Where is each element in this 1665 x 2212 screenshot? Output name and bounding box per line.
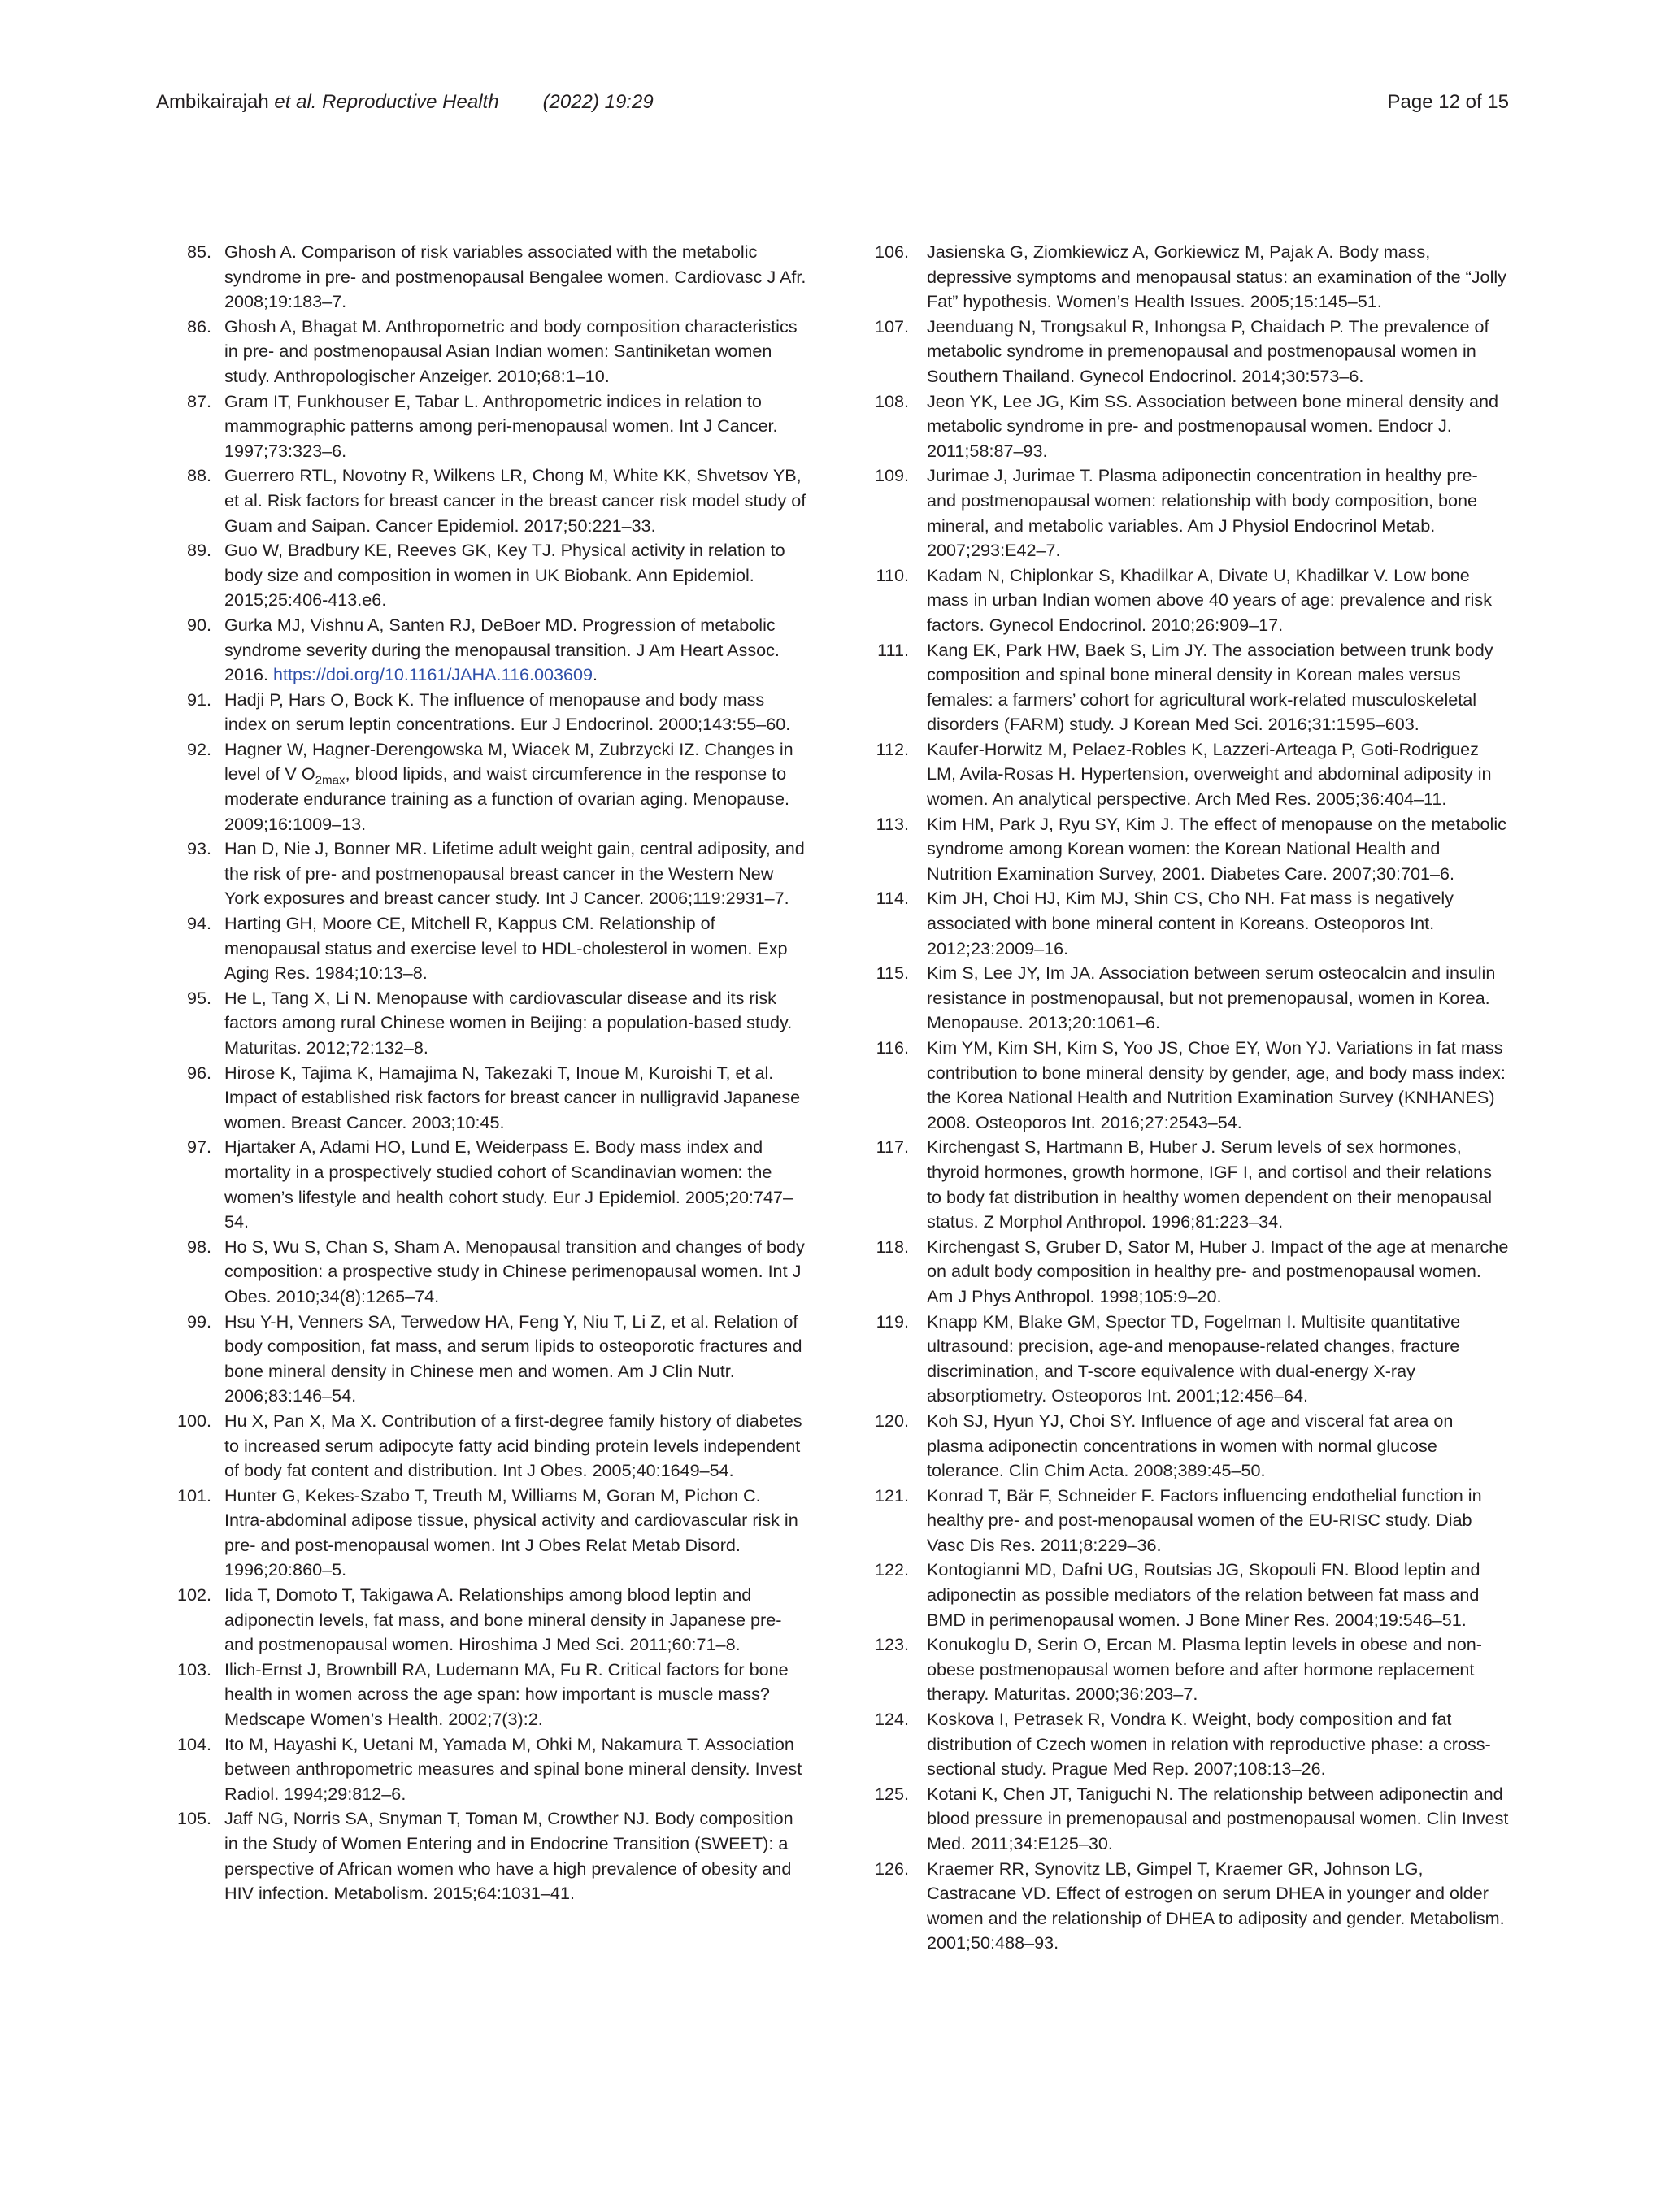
reference-text: Kim S, Lee JY, Im JA. Association between serum osteocalcin and insulin resistance in postmenopausal, but not premenopausal, women in Korea. Menopause. 2013;20:1061–6.	[927, 963, 1496, 1033]
reference-item	[859, 1135, 1509, 1234]
running-header	[156, 86, 1509, 119]
reference-item	[156, 1484, 806, 1583]
reference-item	[859, 315, 1509, 389]
reference-item	[156, 1732, 806, 1807]
reference-item	[859, 886, 1509, 961]
reference-item	[156, 240, 806, 315]
reference-number: 92.	[186, 738, 211, 759]
reference-item	[859, 463, 1509, 563]
reference-number: 118.	[876, 1236, 909, 1257]
reference-text: Hsu Y-H, Venners SA, Terwedow HA, Feng Y, Niu T, Li Z, et al. Relation of body composition, fat mass, and serum lipids to osteoporotic fractures and bone mineral density in Chinese men and women. Am J Clin Nutr. 2006;83:146–54.	[224, 1310, 802, 1406]
reference-number: 96.	[186, 1062, 211, 1083]
reference-number: 91.	[186, 689, 211, 710]
subscript: 2max	[315, 773, 346, 788]
reference-item	[156, 538, 806, 613]
reference-text: Jaff NG, Norris SA, Snyman T, Toman M, Crowther NJ. Body composition in the Study of Women Entering and in Endocrine Transition (SWEET): a perspective of African women who have a high prevalence of obesity and HIV infection. Metabolism. 2015;64:1031–41.	[224, 1808, 793, 1904]
reference-text: Guerrero RTL, Novotny R, Wilkens LR, Chong M, White KK, Shvetsov YB, et al. Risk factors for breast cancer in the breast cancer risk model study of Guam and Saipan. Cancer Epidemiol. 2017;50:221–33.	[224, 465, 806, 536]
reference-item	[156, 1409, 806, 1484]
reference-number: 100.	[176, 1410, 211, 1431]
reference-text: Ito M, Hayashi K, Uetani M, Yamada M, Ohki M, Nakamura T. Association between anthropometric measures and spinal bone mineral density. Invest Radiol. 1994;29:812–6.	[224, 1733, 802, 1804]
reference-text: Kim HM, Park J, Ryu SY, Kim J. The effect of menopause on the metabolic syndrome among Korean women: the Korean National Health and Nutrition Examination Survey, 2001. Diabetes Care. 2007;30:701–6.	[927, 813, 1506, 884]
reference-item	[859, 1235, 1509, 1310]
reference-text: Kang EK, Park HW, Baek S, Lim JY. The association between trunk body composition and spinal bone mineral density in Korean males versus females: a farmers’ cohort for agricultural work-related musculoskeletal disorders (FARM) study. J Korean Med Sci. 2016;31:1595–603.	[927, 639, 1493, 735]
reference-text: Kotani K, Chen JT, Taniguchi N. The relationship between adiponectin and blood pressure in premenopausal and postmenopausal women. Clin Invest Med. 2011;34:E125–30.	[927, 1783, 1509, 1853]
reference-text: Jurimae J, Jurimae T. Plasma adiponectin concentration in healthy pre- and postmenopausal women: relationship with body composition, bone mineral, and metabolic variables. Am J Physiol Endocrinol Metab. 2007;293:E42–7.	[927, 465, 1478, 561]
reference-number: 111.	[877, 639, 909, 660]
reference-item	[859, 737, 1509, 812]
reference-text: Jeon YK, Lee JG, Kim SS. Association between bone mineral density and metabolic syndrome in pre- and postmenopausal women. Endocr J. 2011;58:87–93.	[927, 390, 1499, 461]
reference-item	[859, 1707, 1509, 1782]
reference-item	[156, 737, 806, 837]
reference-number: 102.	[176, 1584, 211, 1606]
reference-column-right	[859, 240, 1509, 1956]
reference-item	[859, 1484, 1509, 1558]
reference-text: Hirose K, Tajima K, Hamajima N, Takezaki T, Inoue M, Kuroishi T, et al. Impact of established risk factors for breast cancer in nulligravid Japanese women. Breast Cancer. 2003;10:45.	[224, 1062, 801, 1132]
reference-item	[859, 240, 1509, 315]
reference-item	[859, 1036, 1509, 1135]
reference-item	[156, 463, 806, 538]
reference-text: Kirchengast S, Gruber D, Sator M, Huber J. Impact of the age at menarche on adult body composition in healthy pre- and postmenopausal women. Am J Phys Anthropol. 1998;105:9–20.	[927, 1236, 1509, 1306]
reference-number: 124.	[874, 1709, 909, 1730]
reference-item	[859, 1310, 1509, 1409]
reference-item	[156, 1135, 806, 1234]
reference-item	[859, 961, 1509, 1036]
reference-number: 94.	[186, 913, 211, 934]
reference-number: 107.	[874, 315, 909, 337]
reference-text: Gram IT, Funkhouser E, Tabar L. Anthropometric indices in relation to mammographic patterns among peri-menopausal women. Int J Cancer. 1997;73:323–6.	[224, 390, 778, 461]
reference-item	[859, 1632, 1509, 1707]
header-year-volume: (2022) 19:29	[542, 91, 654, 113]
reference-item	[859, 638, 1509, 737]
reference-text: Iida T, Domoto T, Takigawa A. Relationships among blood leptin and adiponectin levels, fat mass, and bone mineral density in Japanese pre- and postmenopausal women. Hiroshima J Med Sci. 2011;60:71–8.	[224, 1584, 782, 1655]
reference-number: 122.	[874, 1559, 909, 1580]
reference-text: He L, Tang X, Li N. Menopause with cardiovascular disease and its risk factors among rural Chinese women in Beijing: a population-based study. Maturitas. 2012;72:132–8.	[224, 987, 793, 1058]
header-journal: et al. Reproductive Health	[274, 91, 499, 113]
reference-number: 87.	[186, 390, 211, 411]
reference-item	[156, 1583, 806, 1658]
reference-number: 85.	[186, 241, 211, 262]
reference-text: Ghosh A. Comparison of risk variables associated with the metabolic syndrome in pre- and postmenopausal Bengalee women. Cardiovasc J Afr. 2008;19:183–7.	[224, 241, 806, 312]
reference-text: Knapp KM, Blake GM, Spector TD, Fogelman I. Multisite quantitative ultrasound: precision, age-and menopause-related changes, fracture discrimination, and T-score equivalence with dual-energy X-ray absorptiometry. Osteoporos Int. 2001;12:456–64.	[927, 1310, 1461, 1406]
reference-item	[859, 563, 1509, 638]
reference-item	[859, 1409, 1509, 1484]
reference-text: Jasienska G, Ziomkiewicz A, Gorkiewicz M, Pajak A. Body mass, depressive symptoms and menopausal status: an examination of the “Jolly Fat” hypothesis. Women’s Health Issues. 2005;15:145–51.	[927, 241, 1506, 312]
reference-number: 95.	[186, 987, 211, 1008]
header-citation	[156, 86, 654, 119]
reference-number: 108.	[874, 390, 909, 411]
reference-item	[859, 389, 1509, 464]
reference-text: Hjartaker A, Adami HO, Lund E, Weiderpass E. Body mass index and mortality in a prospectively studied cohort of Scandinavian women: the women’s lifestyle and health cohort study. Eur J Epidemiol. 2005;20:747–54.	[224, 1136, 793, 1232]
reference-text: Harting GH, Moore CE, Mitchell R, Kappus CM. Relationship of menopausal status and exercise level to HDL-cholesterol in women. Exp Aging Res. 1984;10:13–8.	[224, 913, 788, 984]
reference-text: Guo W, Bradbury KE, Reeves GK, Key TJ. Physical activity in relation to body size and composition in women in UK Biobank. Ann Epidemiol. 2015;25:406-413.e6.	[224, 540, 785, 611]
reference-text: Kim YM, Kim SH, Kim S, Yoo JS, Choe EY, Won YJ. Variations in fat mass contribution to bone mineral density by gender, age, and body mass index: the Korea National Health and Nutrition Examination Survey (KNHANES) 2008. Osteoporos Int. 2016;27:2543–54.	[927, 1037, 1506, 1132]
reference-item	[156, 1061, 806, 1136]
reference-text: Kim JH, Choi HJ, Kim MJ, Shin CS, Cho NH. Fat mass is negatively associated with bone mineral content in Koreans. Osteoporos Int. 2012;23:2009–16.	[927, 888, 1454, 958]
reference-number: 121.	[874, 1484, 909, 1506]
reference-item	[156, 1310, 806, 1409]
reference-text: Han D, Nie J, Bonner MR. Lifetime adult weight gain, central adiposity, and the risk of pre- and postmenopausal breast cancer in the Western New York exposures and breast cancer study. Int J Cancer. 2006;119:2931–7.	[224, 838, 805, 909]
reference-number: 113.	[876, 813, 909, 834]
reference-number: 115.	[876, 963, 909, 984]
reference-number: 99.	[186, 1310, 211, 1332]
reference-item	[156, 986, 806, 1061]
reference-text: Konrad T, Bär F, Schneider F. Factors influencing endothelial function in healthy pre- and post-menopausal women of the EU-RISC study. Diab Vasc Dis Res. 2011;8:229–36.	[927, 1484, 1482, 1555]
reference-text: Hu X, Pan X, Ma X. Contribution of a first-degree family history of diabetes to increased serum adipocyte fatty acid binding protein levels independent of body fat content and distribution. Int J Obes. 2005;40:1649–54.	[224, 1410, 802, 1481]
reference-text: Kontogianni MD, Dafni UG, Routsias JG, Skopouli FN. Blood leptin and adiponectin as possible mediators of the relation between fat mass and BMD in perimenopausal women. J Bone Miner Res. 2004;19:546–51.	[927, 1559, 1480, 1630]
reference-number: 86.	[186, 315, 211, 337]
reference-number: 93.	[186, 838, 211, 859]
reference-text: Gurka MJ, Vishnu A, Santen RJ, DeBoer MD. Progression of metabolic syndrome severity during the menopausal transition. J Am Heart Assoc. 2016. https://doi.org/10.1161/JAHA.116.003609.	[224, 614, 780, 685]
page-number: Page 12 of 15	[1387, 91, 1509, 113]
reference-list	[156, 240, 1509, 1956]
reference-number: 88.	[186, 465, 211, 486]
reference-number: 98.	[186, 1236, 211, 1257]
reference-text: Jeenduang N, Trongsakul R, Inhongsa P, Chaidach P. The prevalence of metabolic syndrome in premenopausal and postmenopausal women in Southern Thailand. Gynecol Endocrinol. 2014;30:573–6.	[927, 315, 1489, 386]
reference-item	[859, 1857, 1509, 1956]
reference-number: 126.	[874, 1858, 909, 1879]
reference-text: Koh SJ, Hyun YJ, Choi SY. Influence of age and visceral fat area on plasma adiponectin concentrations in women with normal glucose tolerance. Clin Chim Acta. 2008;389:45–50.	[927, 1410, 1454, 1481]
doi-link[interactable]: https://doi.org/10.1161/JAHA.116.003609	[273, 664, 593, 685]
reference-item	[859, 1558, 1509, 1632]
reference-text: Koskova I, Petrasek R, Vondra K. Weight, body composition and fat distribution of Czech women in relation with reproductive phase: a cross-sectional study. Prague Med Rep. 2007;108:13–26.	[927, 1709, 1491, 1780]
header-author: Ambikairajah	[156, 91, 269, 113]
reference-number: 106.	[874, 241, 909, 262]
reference-item	[156, 911, 806, 986]
reference-item	[156, 837, 806, 911]
reference-number: 123.	[874, 1634, 909, 1655]
reference-number: 120.	[874, 1410, 909, 1431]
reference-item	[156, 688, 806, 737]
reference-number: 125.	[874, 1783, 909, 1804]
reference-number: 103.	[176, 1658, 211, 1680]
reference-number: 105.	[176, 1808, 211, 1829]
reference-item	[156, 1806, 806, 1906]
reference-item	[156, 315, 806, 389]
reference-text: Konukoglu D, Serin O, Ercan M. Plasma leptin levels in obese and non-obese postmenopausal women before and after hormone replacement therapy. Maturitas. 2000;36:203–7.	[927, 1634, 1482, 1705]
reference-number: 119.	[876, 1310, 909, 1332]
reference-column-left	[156, 240, 806, 1956]
reference-number: 114.	[876, 888, 909, 909]
reference-number: 112.	[876, 738, 909, 759]
reference-number: 104.	[176, 1733, 211, 1754]
reference-number: 116.	[876, 1037, 909, 1058]
reference-item	[156, 1235, 806, 1310]
reference-item	[156, 1658, 806, 1732]
reference-text: Ghosh A, Bhagat M. Anthropometric and body composition characteristics in pre- and postmenopausal Asian Indian women: Santiniketan women study. Anthropologischer Anzeiger. 2010;68:1–10.	[224, 315, 798, 386]
reference-number: 89.	[186, 540, 211, 561]
reference-number: 117.	[876, 1136, 909, 1158]
reference-item	[859, 1782, 1509, 1857]
reference-number: 110.	[876, 564, 909, 585]
reference-text: Kraemer RR, Synovitz LB, Gimpel T, Kraemer GR, Johnson LG, Castracane VD. Effect of estrogen on serum DHEA in younger and older women and the relationship of DHEA to adiposity and gender. Metabolism. 2001;50:488–93.	[927, 1858, 1505, 1953]
reference-number: 90.	[186, 614, 211, 635]
reference-text: Kirchengast S, Hartmann B, Huber J. Serum levels of sex hormones, thyroid hormones, growth hormone, IGF I, and cortisol and their relations to body fat distribution in healthy women dependent on their menopausal status. Z Morphol Anthropol. 1996;81:223–34.	[927, 1136, 1493, 1232]
reference-text: Ilich-Ernst J, Brownbill RA, Ludemann MA, Fu R. Critical factors for bone health in women across the age span: how important is muscle mass? Medscape Women’s Health. 2002;7(3):2.	[224, 1658, 789, 1730]
reference-text: Hagner W, Hagner-Derengowska M, Wiacek M, Zubrzycki IZ. Changes in level of V $O_{2max}$, blood lipids, and waist circumference in the response to moderate endurance training as a function of ovarian aging. Menopause. 2009;16:1009–13.	[224, 738, 793, 834]
reference-text: Ho S, Wu S, Chan S, Sham A. Menopausal transition and changes of body composition: a prospective study in Chinese perimenopausal women. Int J Obes. 2010;34(8):1265–74.	[224, 1236, 805, 1306]
reference-text: Hunter G, Kekes-Szabo T, Treuth M, Williams M, Goran M, Pichon C. Intra-abdominal adipose tissue, physical activity and cardiovascular risk in pre- and post-menopausal women. Int J Obes Relat Metab Disord. 1996;20:860–5.	[224, 1484, 798, 1580]
reference-text: Hadji P, Hars O, Bock K. The influence of menopause and body mass index on serum leptin concentrations. Eur J Endocrinol. 2000;143:55–60.	[224, 689, 791, 735]
reference-text: Kaufer-Horwitz M, Pelaez-Robles K, Lazzeri-Arteaga P, Goti-Rodriguez LM, Avila-Rosas H. Hypertension, overweight and abdominal adiposity in women. An analytical perspective. Arch Med Res. 2005;36:404–11.	[927, 738, 1492, 810]
reference-number: 97.	[186, 1136, 211, 1158]
reference-text: Kadam N, Chiplonkar S, Khadilkar A, Divate U, Khadilkar V. Low bone mass in urban Indian women above 40 years of age: prevalence and risk factors. Gynecol Endocrinol. 2010;26:909–17.	[927, 564, 1493, 635]
reference-item	[156, 613, 806, 688]
reference-item	[859, 812, 1509, 887]
reference-item	[156, 389, 806, 464]
reference-number: 109.	[874, 465, 909, 486]
reference-number: 101.	[176, 1484, 211, 1506]
